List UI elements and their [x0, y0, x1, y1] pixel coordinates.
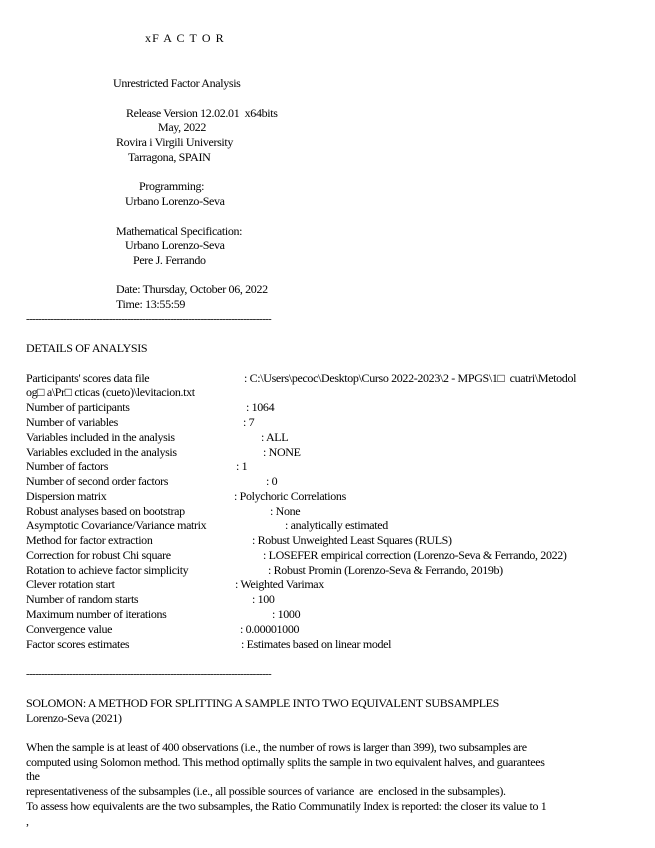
detail-row [26, 563, 646, 578]
detail-value: : Polychoric Correlations [234, 489, 346, 503]
detail-label: Clever rotation start [26, 577, 115, 591]
detail-label: Number of second order factors [26, 474, 169, 488]
detail-value: : 100 [252, 592, 275, 606]
detail-row [26, 445, 646, 460]
detail-label: Number of factors [26, 459, 109, 473]
detail-label: Variables included in the analysis [26, 430, 175, 444]
detail-label: Asymptotic Covariance/Variance matrix [26, 518, 207, 532]
city: Tarragona, SPAIN [128, 150, 211, 164]
detail-row [26, 400, 646, 415]
paragraph-line: representativeness of the subsamples (i.e., all possible sources of variance are enclosed in the subsamples). [26, 784, 506, 799]
detail-label: Robust analyses based on bootstrap [26, 504, 185, 518]
detail-row [26, 489, 646, 504]
math-spec-label: Mathematical Specification: [116, 224, 243, 238]
program-subtitle: Unrestricted Factor Analysis [113, 76, 241, 90]
detail-label: Variables excluded in the analysis [26, 445, 177, 459]
detail-value: : 0 [266, 474, 278, 488]
solomon-citation: Lorenzo-Seva (2021) [26, 711, 122, 725]
detail-value: : ALL [261, 430, 289, 444]
detail-row [26, 533, 646, 548]
detail-row [26, 622, 646, 637]
solomon-heading: SOLOMON: A METHOD FOR SPLITTING A SAMPLE INTO TWO EQUIVALENT SUBSAMPLES [26, 696, 499, 710]
detail-value: : 1000 [272, 607, 301, 621]
detail-value: : None [270, 504, 301, 518]
detail-label: Factor scores estimates [26, 637, 130, 651]
detail-value: : NONE [263, 445, 301, 459]
programmer-name: Urbano Lorenzo-Seva [125, 194, 225, 208]
solomon-paragraph [26, 740, 632, 828]
detail-value: : 1 [236, 459, 248, 473]
math-author-1: Urbano Lorenzo-Seva [125, 238, 225, 252]
detail-row [26, 592, 646, 607]
detail-label: Rotation to achieve factor simplicity [26, 563, 189, 577]
detail-value: : analytically estimated [285, 518, 388, 532]
paragraph-line: the [26, 769, 40, 784]
programming-label: Programming: [139, 179, 205, 193]
paragraph-line: When the sample is at least of 400 observations (i.e., the number of rows is larger than 399), two subsamples are [26, 740, 527, 754]
separator-line: -------------------------------------------------------------------------------- [26, 668, 272, 680]
detail-row [26, 459, 646, 474]
detail-row [26, 430, 646, 445]
detail-value: : Estimates based on linear model [241, 637, 392, 651]
program-title: xF A C T O R [145, 31, 225, 45]
detail-value: : 0.00001000 [240, 622, 300, 636]
detail-label: Convergence value [26, 622, 113, 636]
paragraph-line: To assess how equivalents are the two subsamples, the Ratio Communatily Index is reported: the closer its value to 1 [26, 798, 547, 813]
detail-value: : 7 [243, 415, 255, 429]
detail-row [26, 607, 646, 622]
university: Rovira i Virgili University [116, 135, 234, 149]
detail-value: : C:\Users\pecoc\Desktop\Curso 2022-2023\2 - MPGS\1□ cuatri\Metodol [244, 371, 577, 385]
detail-value: : Robust Unweighted Least Squares (RULS) [252, 533, 452, 547]
detail-label: Maximum number of iterations [26, 607, 167, 621]
detail-value: : Weighted Varimax [235, 577, 324, 591]
separator-line: -------------------------------------------------------------------------------- [26, 313, 272, 325]
detail-value: : LOSEFER empirical correction (Lorenzo-Seva & Ferrando, 2022) [263, 548, 567, 562]
detail-row [26, 637, 646, 652]
detail-row [26, 415, 646, 430]
detail-label: Correction for robust Chi square [26, 548, 171, 562]
detail-label: Number of variables [26, 415, 118, 429]
detail-row [26, 577, 646, 592]
release-version: Release Version 12.02.01 x64bits [126, 106, 278, 120]
release-date: May, 2022 [158, 120, 207, 134]
detail-row [26, 504, 646, 519]
detail-label: Dispersion matrix [26, 489, 107, 503]
details-heading: DETAILS OF ANALYSIS [26, 341, 148, 355]
detail-row [26, 548, 646, 563]
detail-value: : Robust Promin (Lorenzo-Seva & Ferrando, 2019b) [268, 563, 503, 577]
paragraph-line: computed using Solomon method. This method optimally splits the sample in two equivalent halves, and guarantees [26, 754, 545, 769]
detail-label: Number of random starts [26, 592, 139, 606]
detail-label: Participants' scores data file [26, 371, 150, 385]
detail-label: Number of participants [26, 400, 130, 414]
run-date: Date: Thursday, October 06, 2022 [116, 282, 268, 296]
detail-value: : 1064 [246, 400, 275, 414]
detail-row-data-file [26, 371, 646, 386]
paragraph-line: , [26, 813, 29, 828]
math-author-2: Pere J. Ferrando [133, 253, 206, 267]
detail-row [26, 518, 646, 533]
detail-row [26, 474, 646, 489]
data-file-path-continued: og□ a\Pr□ cticas (cueto)\levitacion.txt [26, 385, 195, 399]
run-time: Time: 13:55:59 [116, 297, 186, 311]
detail-label: Method for factor extraction [26, 533, 153, 547]
